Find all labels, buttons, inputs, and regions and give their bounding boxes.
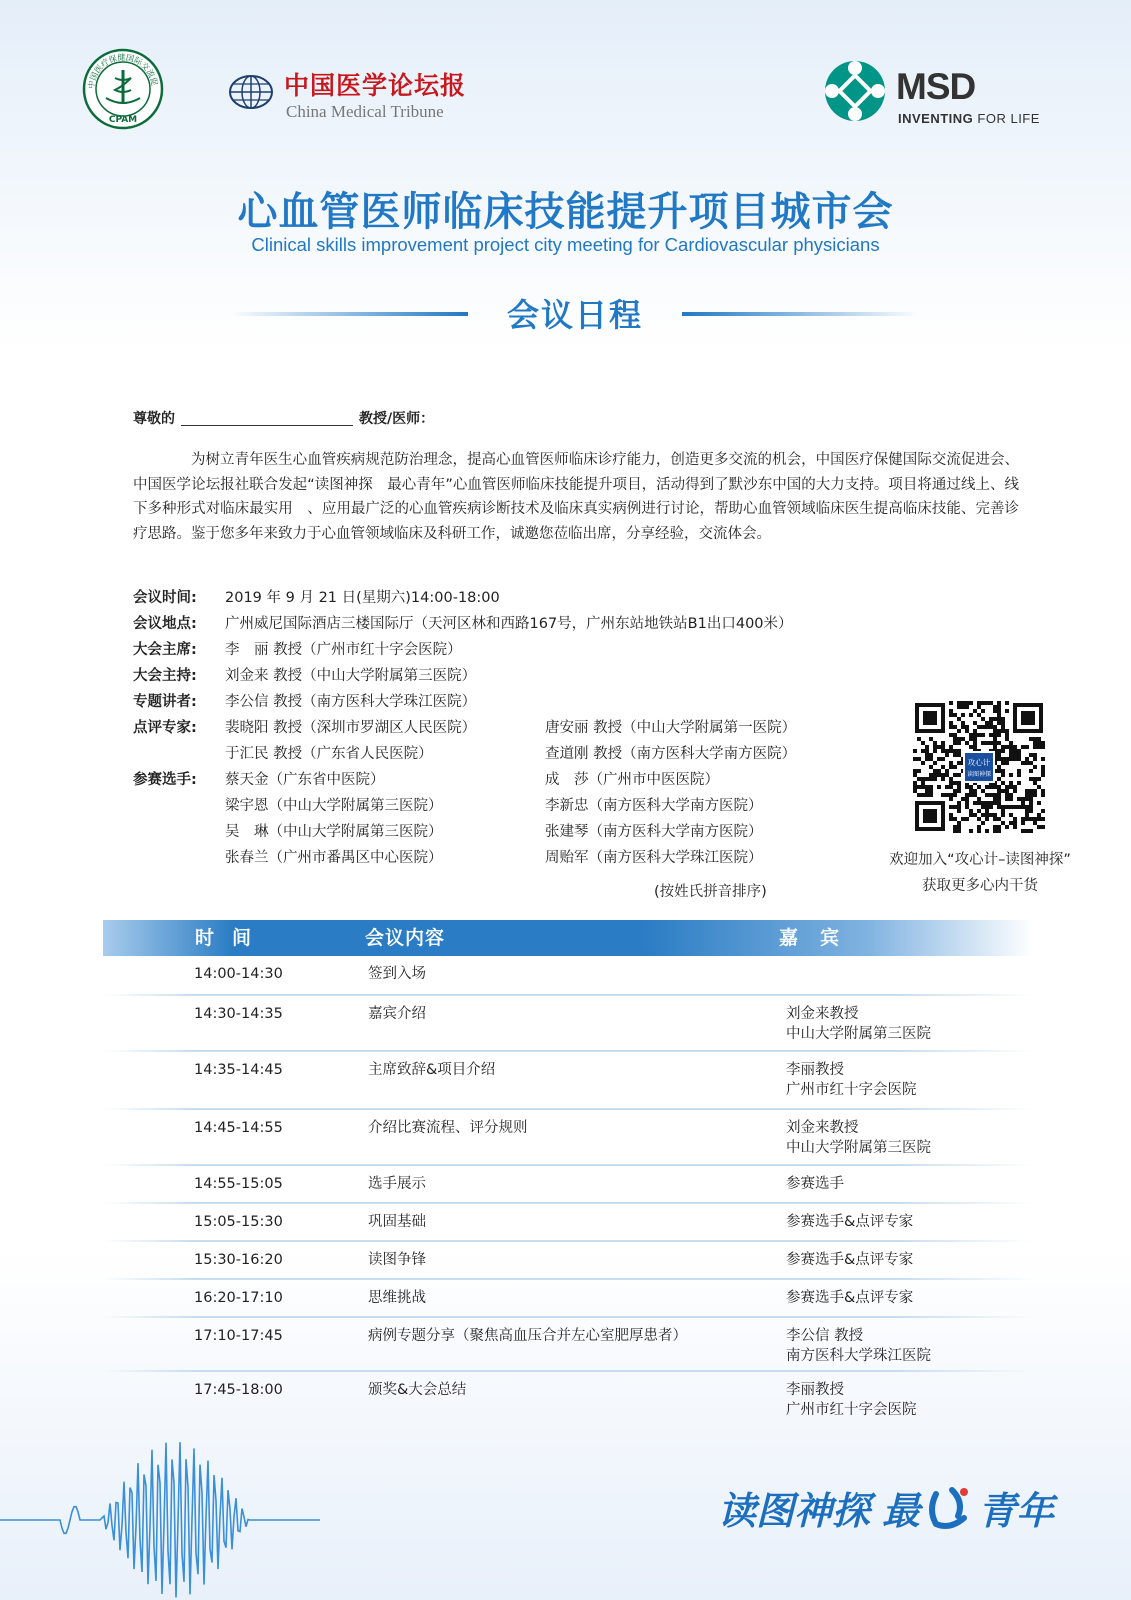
- qr-caption-more: 获取更多心内干货: [922, 878, 1038, 894]
- schedule-guest: [786, 1174, 844, 1194]
- agenda-divider-left: [232, 312, 468, 316]
- info-speaker-value: 李公信 教授（南方医科大学珠江医院）: [225, 694, 477, 710]
- info-experts-label: 点评专家:: [133, 720, 197, 736]
- info-time: [133, 586, 500, 610]
- contestant-item: 梁宇恩（中山大学附属第三医院）: [225, 798, 443, 814]
- schedule-row: [103, 956, 1033, 996]
- greeting-line: [133, 408, 434, 428]
- schedule-guest: [786, 1326, 931, 1366]
- schedule-row: [103, 1110, 1033, 1166]
- qr-badge-line1: 攻心计: [967, 758, 991, 767]
- schedule-time: 17:45-18:00: [194, 1382, 283, 1398]
- info-place-value: 广州威尼国际酒店三楼国际厅（天河区林和西路167号，广州东站地铁站B1出口400米）: [225, 616, 793, 632]
- info-place-label: 会议地点:: [133, 616, 197, 632]
- schedule-guest: [786, 1118, 931, 1158]
- guest-name: 参赛选手&点评专家: [786, 1214, 914, 1230]
- guest-affiliation: 广州市红十字会医院: [786, 1402, 917, 1418]
- schedule-guest: [786, 1004, 931, 1044]
- info-speaker: [133, 690, 476, 714]
- schedule-header: [103, 920, 1033, 956]
- slogan-part-b: 最: [882, 1489, 921, 1533]
- greeting-suffix: 教授/医师：: [359, 411, 435, 427]
- qr-code: [912, 700, 1046, 834]
- info-time-label: 会议时间:: [133, 590, 197, 606]
- schedule-row: [103, 1166, 1033, 1204]
- guest-name: 李公信 教授: [786, 1328, 864, 1344]
- msd-emblem-icon: [824, 60, 886, 122]
- schedule-content: 签到入场: [368, 966, 426, 982]
- info-time-value: 2019 年 9 月 21 日(星期六)14:00-18:00: [225, 590, 500, 606]
- msd-wordmark: MSD: [896, 66, 976, 107]
- guest-affiliation: 广州市红十字会医院: [786, 1082, 917, 1098]
- msd-tagline: [898, 111, 1040, 126]
- cpam-abbr: CPAM: [108, 115, 138, 125]
- schedule-guest: [786, 1250, 913, 1270]
- cpam-logo: [82, 48, 164, 130]
- schedule-row: [103, 996, 1033, 1052]
- info-chair-value: 李 丽 教授（广州市红十字会医院）: [225, 642, 462, 658]
- slogan-logo: [714, 1480, 1074, 1536]
- globe-icon: [228, 74, 274, 110]
- contestant-item: 李新忠（南方医科大学南方医院）: [545, 798, 763, 814]
- contestant-item: 成 莎（广州市中医医院）: [545, 772, 719, 788]
- schedule-time: 14:00-14:30: [194, 966, 283, 982]
- info-speaker-label: 专题讲者:: [133, 694, 197, 710]
- msd-logo: [824, 60, 1074, 130]
- contestant-item: 张春兰（广州市番禺区中心医院）: [225, 850, 443, 866]
- schedule-time: 17:10-17:45: [194, 1328, 283, 1344]
- info-chair-label: 大会主席:: [133, 642, 197, 658]
- info-experts: [133, 716, 476, 740]
- schedule-row: [103, 1280, 1033, 1318]
- contestant-item: 吴 琳（中山大学附属第三医院）: [225, 824, 443, 840]
- schedule-time: 14:55-15:05: [194, 1176, 283, 1192]
- schedule-guest: [786, 1060, 917, 1100]
- schedule-time: 14:35-14:45: [194, 1062, 283, 1078]
- schedule-guest: [786, 1380, 917, 1420]
- msd-tag-rest: FOR LIFE: [973, 111, 1040, 126]
- schedule-content: 主席致辞&项目介绍: [368, 1062, 496, 1078]
- guest-name: 李丽教授: [786, 1382, 844, 1398]
- guest-name: 刘金来教授: [786, 1120, 859, 1136]
- greeting-prefix: 尊敬的: [133, 411, 175, 427]
- qr-caption-join: 欢迎加入“攻心计–读图神探”: [889, 852, 1071, 868]
- schedule-row: [103, 1052, 1033, 1110]
- page-title: 心血管医师临床技能提升项目城市会: [237, 189, 894, 235]
- schedule-content: 病例专题分享（聚焦高血压合并左心室肥厚患者）: [368, 1328, 687, 1344]
- guest-name: 参赛选手: [786, 1176, 844, 1192]
- info-host-label: 大会主持:: [133, 668, 197, 684]
- info-chair: [133, 638, 462, 662]
- info-contestants-label: 参赛选手:: [133, 772, 197, 788]
- schedule-content: 思维挑战: [368, 1290, 426, 1306]
- contestant-item: 周贻军（南方医科大学珠江医院）: [545, 850, 763, 866]
- agenda-divider-right: [682, 312, 918, 316]
- slogan-part-a: 读图神探: [718, 1489, 871, 1533]
- guest-name: 参赛选手&点评专家: [786, 1290, 914, 1306]
- schedule-header-content: 会议内容: [365, 927, 446, 949]
- cmt-chinese-name: 中国医学论坛报: [284, 71, 467, 100]
- guest-affiliation: 中山大学附属第三医院: [786, 1140, 931, 1156]
- cpam-ring-text: 中国医疗保健国际交流促: [86, 52, 159, 90]
- schedule-time: 14:45-14:55: [194, 1120, 283, 1136]
- info-contestants: [133, 768, 385, 792]
- contestant-item: 张建琴（南方医科大学南方医院）: [545, 824, 763, 840]
- cpam-emblem: [82, 48, 164, 130]
- expert-item: 唐安丽 教授（中山大学附属第一医院）: [545, 720, 797, 736]
- info-host-value: 刘金来 教授（中山大学附属第三医院）: [225, 668, 477, 684]
- guest-affiliation: 南方医科大学珠江医院: [786, 1348, 931, 1364]
- guest-name: 参赛选手&点评专家: [786, 1252, 914, 1268]
- heart-swoosh-icon: [932, 1490, 964, 1526]
- qr-code-image: [912, 700, 1046, 834]
- info-host: [133, 664, 476, 688]
- expert-item: 查道刚 教授（南方医科大学南方医院）: [545, 746, 797, 762]
- schedule-header-time: 时间: [195, 927, 270, 949]
- name-blank-line: [181, 411, 353, 426]
- guest-affiliation: 中山大学附属第三医院: [786, 1026, 931, 1042]
- info-place: [133, 612, 793, 636]
- red-dot-icon: [960, 1488, 968, 1496]
- schedule-time: 15:30-16:20: [194, 1252, 283, 1268]
- schedule-content: 介绍比赛流程、评分规则: [368, 1120, 528, 1136]
- expert-item: 裴晓阳 教授（深圳市罗湖区人民医院）: [225, 720, 477, 736]
- slogan-part-c: 青年: [978, 1489, 1055, 1533]
- schedule-row: [103, 1242, 1033, 1280]
- schedule-header-guest: 嘉宾: [779, 927, 862, 949]
- sort-note: (按姓氏拼音排序): [654, 884, 767, 900]
- schedule-content: 嘉宾介绍: [368, 1006, 426, 1022]
- cmt-logo: [228, 64, 468, 124]
- agenda-heading: 会议日程: [506, 296, 643, 334]
- schedule-time: 14:30-14:35: [194, 1006, 283, 1022]
- contestant-item: 蔡天金（广东省中医院）: [225, 772, 385, 788]
- schedule-time: 15:05-15:30: [194, 1214, 283, 1230]
- schedule-time: 16:20-17:10: [194, 1290, 283, 1306]
- guest-name: 刘金来教授: [786, 1006, 859, 1022]
- ecg-wave-decoration: [0, 1420, 320, 1600]
- guest-name: 李丽教授: [786, 1062, 844, 1078]
- schedule-content: 颁奖&大会总结: [368, 1382, 467, 1398]
- intro-paragraph: 为树立青年医生心血管疾病规范防治理念，提高心血管医师临床诊疗能力，创造更多交流的机会，中国医疗保健国际交流促进会、中国医学论坛报社联合发起“读图神探 最心青年”心血管医师临床技能提升项目，活动得到了默沙东中国的大力支持。项目将通过线上、线下多种形式对临床最实用 、应用最广泛的心血管疾病诊断技术及临床真实病例进行讨论，帮助心血管领域临床医生提高临床技能、完善诊疗思路。鉴于您多年来致力于心血管领域临床及科研工作，诚邀您莅临出席，分享经验，交流体会。: [133, 452, 1019, 542]
- schedule-content: 读图争锋: [368, 1252, 426, 1268]
- schedule-row: [103, 1318, 1033, 1372]
- schedule-row: [103, 1204, 1033, 1242]
- schedule-content: 巩固基础: [368, 1214, 426, 1230]
- schedule-guest: [786, 1288, 913, 1308]
- cmt-english-name: China Medical Tribune: [286, 102, 444, 121]
- qr-badge-line2: 读图神探: [966, 771, 992, 778]
- schedule-guest: [786, 1212, 913, 1232]
- schedule-content: 选手展示: [368, 1176, 426, 1192]
- expert-item: 于汇民 教授（广东省人民医院）: [225, 746, 433, 762]
- page-subtitle: Clinical skills improvement project city meeting for Cardiovascular physicians: [251, 234, 880, 255]
- msd-tag-bold: INVENTING: [898, 111, 974, 126]
